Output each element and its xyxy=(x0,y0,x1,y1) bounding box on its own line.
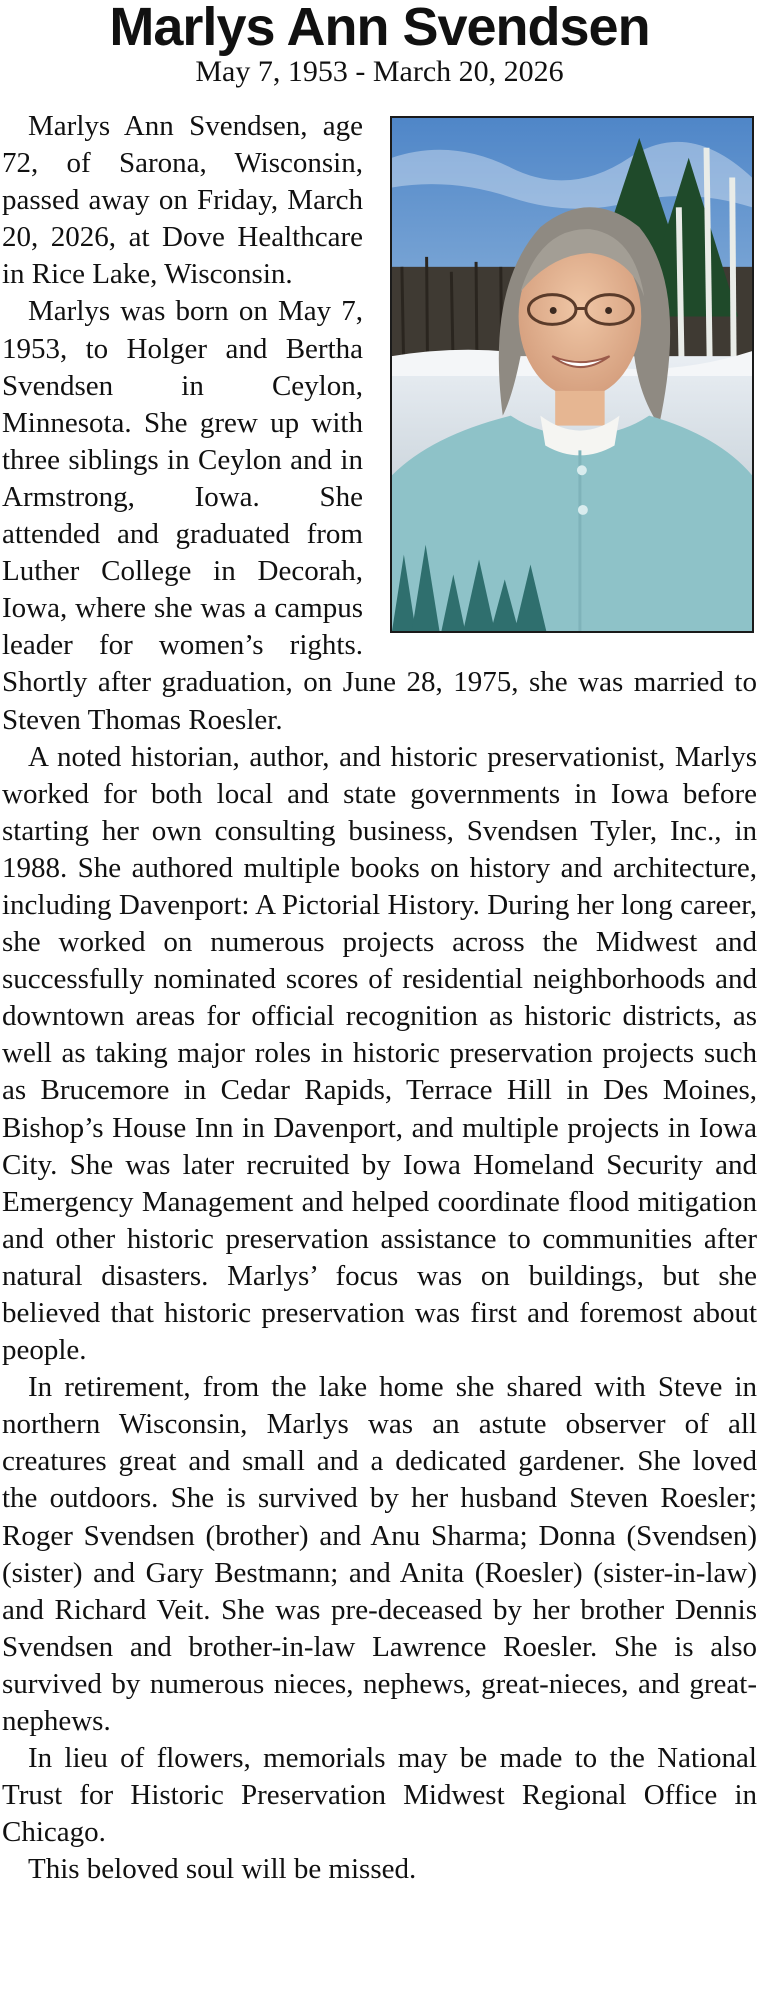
paragraph-career: A noted historian, author, and historic preservationist, Marlys worked for both local and state governments in Iowa before starting her own consulting business, Svendsen Tyler, Inc., in 1988. She authored multiple books on history and architecture, including Davenport: A Pictorial History. During her long career, she worked on numerous projects across the Midwest and successfully nominated scores of residential neighborhoods and downtown areas for official recognition as historic districts, as well as taking major roles in historic preservation projects such as Brucemore in Cedar Rapids, Terrace Hill in Des Moines, Bishop’s House Inn in Davenport, and multiple projects in Iowa City. She was later recruited by Iowa Homeland Security and Emergency Management and helped coordinate flood mitigation and other historic preservation assistance to communities after natural disasters. Marlys’ focus was on buildings, but she believed that historic preservation was first and foremost about people. xyxy=(2,740,757,1367)
paragraph-closing: This beloved soul will be missed. xyxy=(28,1853,417,1886)
life-dates: May 7, 1953 - March 20, 2026 xyxy=(195,55,564,88)
paragraph-early-life: Marlys was born on May 7, 1953, to Holger and Bertha Svendsen in Ceylon, Minnesota. She grew up with three siblings in Ceylon and in Armstrong, Iowa. She attended and graduated from Luther College in Decorah, Iowa, where she was a campus leader for women’s rights. Shortly after graduation, on June 28, 1975, she was married to Steven Thomas Roesler. xyxy=(2,295,757,736)
paragraph-death-notice: Marlys Ann Svendsen, age 72, of Sarona, Wisconsin, passed away on Friday, March 20, 2026, at Dove Healthcare in Rice Lake, Wisconsin. xyxy=(2,110,363,291)
obituary-body xyxy=(2,108,757,1889)
obituary-name: Marlys Ann Svendsen xyxy=(109,0,650,57)
paragraph-memorials: In lieu of flowers, memorials may be made to the National Trust for Historic Preservation Midwest Regional Office in Chicago. xyxy=(2,1742,757,1849)
paragraph-retirement-survivors: In retirement, from the lake home she shared with Steve in northern Wisconsin, Marlys was an astute observer of all creatures great and small and a dedicated gardener. She loved the outdoors. She is survived by her husband Steven Roesler; Roger Svendsen (brother) and Anu Sharma; Donna (Svendsen) (sister) and Gary Bestmann; and Anita (Roesler) (sister-in-law) and Richard Veit. She was pre-deceased by her brother Dennis Svendsen and brother-in-law Lawrence Roesler. She is also survived by numerous nieces, nephews, great-nieces, and great-nephews. xyxy=(2,1371,757,1738)
